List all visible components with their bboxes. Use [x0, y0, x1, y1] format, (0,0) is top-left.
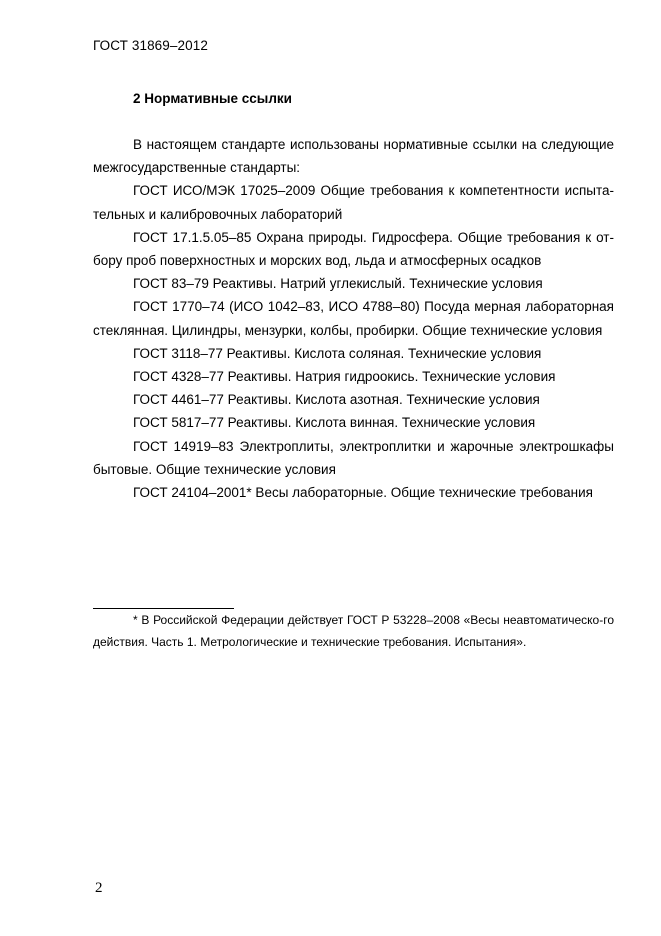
page-number: 2: [95, 880, 103, 896]
intro-paragraph: В настоящем стандарте использованы нормативные ссылки на следующие межгосударственные стандарты:: [93, 137, 614, 176]
reference-item: ГОСТ 4328–77 Реактивы. Натрия гидроокись. Технические условия: [133, 369, 556, 385]
normative-references-body: [93, 133, 614, 504]
reference-item: ГОСТ 5817–77 Реактивы. Кислота винная. Технические условия: [133, 415, 536, 431]
reference-item: ГОСТ 4461–77 Реактивы. Кислота азотная. Технические условия: [133, 392, 540, 408]
section-title: 2 Нормативные ссылки: [133, 91, 292, 106]
reference-item: ГОСТ 17.1.5.05–85 Охрана природы. Гидросфера. Общие требования к от-бору проб поверхностных и морских вод, льда и атмосферных осадков: [93, 229, 614, 269]
reference-item: ГОСТ 24104–2001* Весы лабораторные. Общие технические требования: [133, 485, 593, 501]
reference-item: ГОСТ 1770–74 (ИСО 1042–83, ИСО 4788–80) Посуда мерная лабораторная стеклянная. Цилиндры, мензурки, колбы, пробирки. Общие технические условия: [93, 299, 614, 338]
reference-item: ГОСТ 83–79 Реактивы. Натрий углекислый. Технические условия: [133, 276, 543, 292]
document-code-header: ГОСТ 31869–2012: [93, 38, 208, 53]
reference-item: ГОСТ 14919–83 Электроплиты, электроплитки и жарочные электрошкафы бытовые. Общие технические условия: [93, 438, 614, 477]
reference-item: ГОСТ ИСО/МЭК 17025–2009 Общие требования к компетентности испыта-тельных и калибровочных лабораторий: [93, 183, 614, 222]
reference-item: ГОСТ 3118–77 Реактивы. Кислота соляная. Технические условия: [133, 345, 542, 361]
footnote-divider: [93, 608, 234, 609]
footnote-text: * В Российской Федерации действует ГОСТ Р 53228–2008 «Весы неавтоматическо-го действия. Часть 1. Метрологические и технические требования. Испытания».: [93, 613, 614, 649]
